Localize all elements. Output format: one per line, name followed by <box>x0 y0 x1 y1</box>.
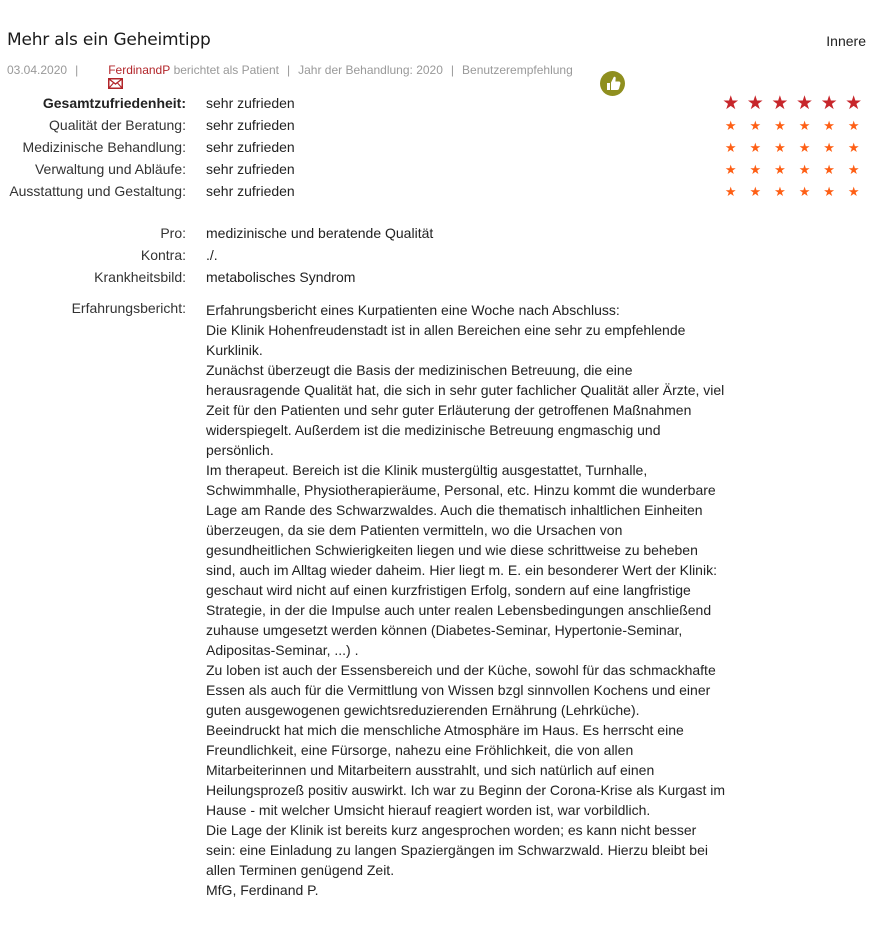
report-paragraph: Erfahrungsbericht eines Kurpatienten eine Woche nach Abschluss: <box>206 302 620 318</box>
thumbs-up-icon <box>580 57 605 82</box>
star-icon: ★ <box>774 162 786 177</box>
rating-value: sehr zufrieden <box>206 95 295 111</box>
report-paragraph: Zunächst überzeugt die Basis der medizinischen Betreuung, die eine herausragende Qualität hat, die sich in sehr guter fachlicher Qualität aller Ärzte, viel Zeit für den Patienten und sehr guter Erläuterung der getroffenen Maßnahmen widerspiegelt. Außerdem ist die medizinische Betreuung engmaschig und persönlich. <box>206 362 725 458</box>
star-icon: ★ <box>798 140 811 155</box>
star-icon: ★ <box>774 118 786 133</box>
separator: | <box>75 62 79 77</box>
treatment-year: Jahr der Behandlung: 2020 <box>298 62 443 77</box>
review-meta <box>7 57 605 82</box>
star-rating <box>718 183 866 201</box>
detail-label: Kontra: <box>140 247 186 263</box>
separator: | <box>286 62 291 77</box>
star-icon: ★ <box>774 140 786 155</box>
rating-row-administration <box>0 159 876 181</box>
rating-label: Verwaltung und Abläufe: <box>34 161 186 177</box>
star-icon: ★ <box>749 118 762 133</box>
detail-value: ./. <box>206 247 218 263</box>
author-role <box>170 63 279 77</box>
report-paragraph: Zu loben ist auch der Essensbereich und der Küche, sowohl für das schmackhafte Essen als auch für die Vermittlung von Wissen bzgl sinnvollen Kochens und einer guten ausgewogenen gewichtsreduzierenden Ernährung (Lehrküche). <box>206 662 716 718</box>
star-icon: ★ <box>724 118 737 133</box>
rating-label: Ausstattung und Gestaltung: <box>9 183 186 199</box>
rating-row-consultation <box>0 115 876 137</box>
star-icon: ★ <box>798 118 811 133</box>
author-link[interactable]: FerdinandP <box>108 62 171 77</box>
detail-label: Krankheitsbild: <box>94 269 186 285</box>
review-details <box>0 223 876 289</box>
star-rating <box>718 139 866 157</box>
star-icon: ★ <box>823 118 835 133</box>
star-icon: ★ <box>847 118 860 133</box>
report-paragraph: Im therapeut. Bereich ist die Klinik mustergültig ausgestattet, Turnhalle, Schwimmhalle, Physiotherapieräume, Personal, etc. Hinzu kommt die wunderbare Lage am Rande des Schwarzwaldes. Auch die thematisch inhaltlichen Einheiten überzeugen, da sie dem Patienten vermitteln, wo die Ursachen von gesundheitlichen Schwierigkeiten liegen und wie diese schrittweise zu beheben sind, auch im Alltag wieder daheim. Hier liegt m. E. ein besonderer Wert der Klinik: geschaut wird nicht auf einen kurzfristigen Erfolg, sondern auf eine langfristige Strategie, in der die Impulse auch unter realen Lebensbedingungen anschließend zuhause umgesetzt werden können (Diabetes-Seminar, Hypertonie-Seminar, Adipositas-Seminar, ...) . <box>206 462 717 658</box>
separator: | <box>450 62 455 77</box>
star-icon: ★ <box>746 93 764 114</box>
rating-label: Gesamtzufriedenheit: <box>42 95 186 111</box>
detail-row-contra <box>0 245 876 267</box>
star-icon: ★ <box>722 93 740 114</box>
star-icon: ★ <box>774 184 786 199</box>
mail-icon[interactable] <box>88 64 103 75</box>
rating-label: Qualität der Beratung: <box>49 117 186 133</box>
detail-value: metabolisches Syndrom <box>206 269 356 285</box>
star-icon: ★ <box>847 184 860 199</box>
detail-row-pro <box>0 223 876 245</box>
star-icon: ★ <box>749 184 762 199</box>
rating-value: sehr zufrieden <box>206 117 295 133</box>
rating-value: sehr zufrieden <box>206 139 295 155</box>
report-text <box>206 300 726 900</box>
star-icon: ★ <box>798 184 811 199</box>
star-icon: ★ <box>795 93 814 114</box>
report-paragraph: MfG, Ferdinand P. <box>206 882 319 898</box>
star-icon: ★ <box>845 93 863 114</box>
review-title: Mehr als ein Geheimtipp <box>7 30 211 50</box>
star-rating <box>718 95 866 113</box>
report-paragraph: Die Klinik Hohenfreudenstadt ist in allen Bereichen eine sehr zu empfehlende Kurklinik. <box>206 322 686 358</box>
star-icon: ★ <box>771 93 789 114</box>
author-role-text: berichtet als Patient <box>173 62 279 77</box>
report-label: Erfahrungsbericht: <box>71 300 186 316</box>
star-icon: ★ <box>820 93 838 114</box>
report-paragraph: Beeindruckt hat mich die menschliche Atmosphäre im Haus. Es herrscht eine Freundlichkeit, eine Fürsorge, nahezu eine Fröhlichkeit, die von allen Mitarbeiterinnen und Mitarbeitern ausstrahlt, und sich natürlich auf einen Heilungsprozeß positiv auswirkt. Ich war zu Beginn der Corona-Krise als Kurgast im Hause - mit welcher Umsicht hierauf reagiert worden ist, war vorbildlich. <box>206 722 725 818</box>
ratings-table <box>0 93 876 203</box>
star-icon: ★ <box>724 184 737 199</box>
star-icon: ★ <box>847 140 860 155</box>
star-icon: ★ <box>724 140 737 155</box>
star-rating <box>718 161 866 179</box>
star-rating <box>718 117 866 135</box>
rating-value: sehr zufrieden <box>206 183 295 199</box>
star-icon: ★ <box>823 140 835 155</box>
detail-row-condition <box>0 267 876 289</box>
star-icon: ★ <box>847 162 860 177</box>
recommendation-label: Benutzerempfehlung <box>462 62 573 77</box>
star-icon: ★ <box>798 162 811 177</box>
star-icon: ★ <box>823 162 835 177</box>
star-icon: ★ <box>749 162 762 177</box>
report-paragraph: Die Lage der Klinik ist bereits kurz angesprochen worden; es kann nicht besser sein: eine Einladung zu langen Spaziergängen im Schwarzwald. Hierzu bleibt bei allen Terminen genügend Zeit. <box>206 822 708 878</box>
star-icon: ★ <box>823 184 835 199</box>
rating-label: Medizinische Behandlung: <box>22 139 186 155</box>
review-category[interactable]: Innere <box>826 33 866 49</box>
rating-row-facilities <box>0 181 876 203</box>
detail-label: Pro: <box>160 225 186 241</box>
review-date: 03.04.2020 <box>7 62 68 77</box>
rating-row-overall <box>0 93 876 115</box>
star-icon: ★ <box>724 162 737 177</box>
rating-value: sehr zufrieden <box>206 161 295 177</box>
rating-row-treatment <box>0 137 876 159</box>
star-icon: ★ <box>749 140 762 155</box>
detail-value: medizinische und beratende Qualität <box>206 225 434 241</box>
